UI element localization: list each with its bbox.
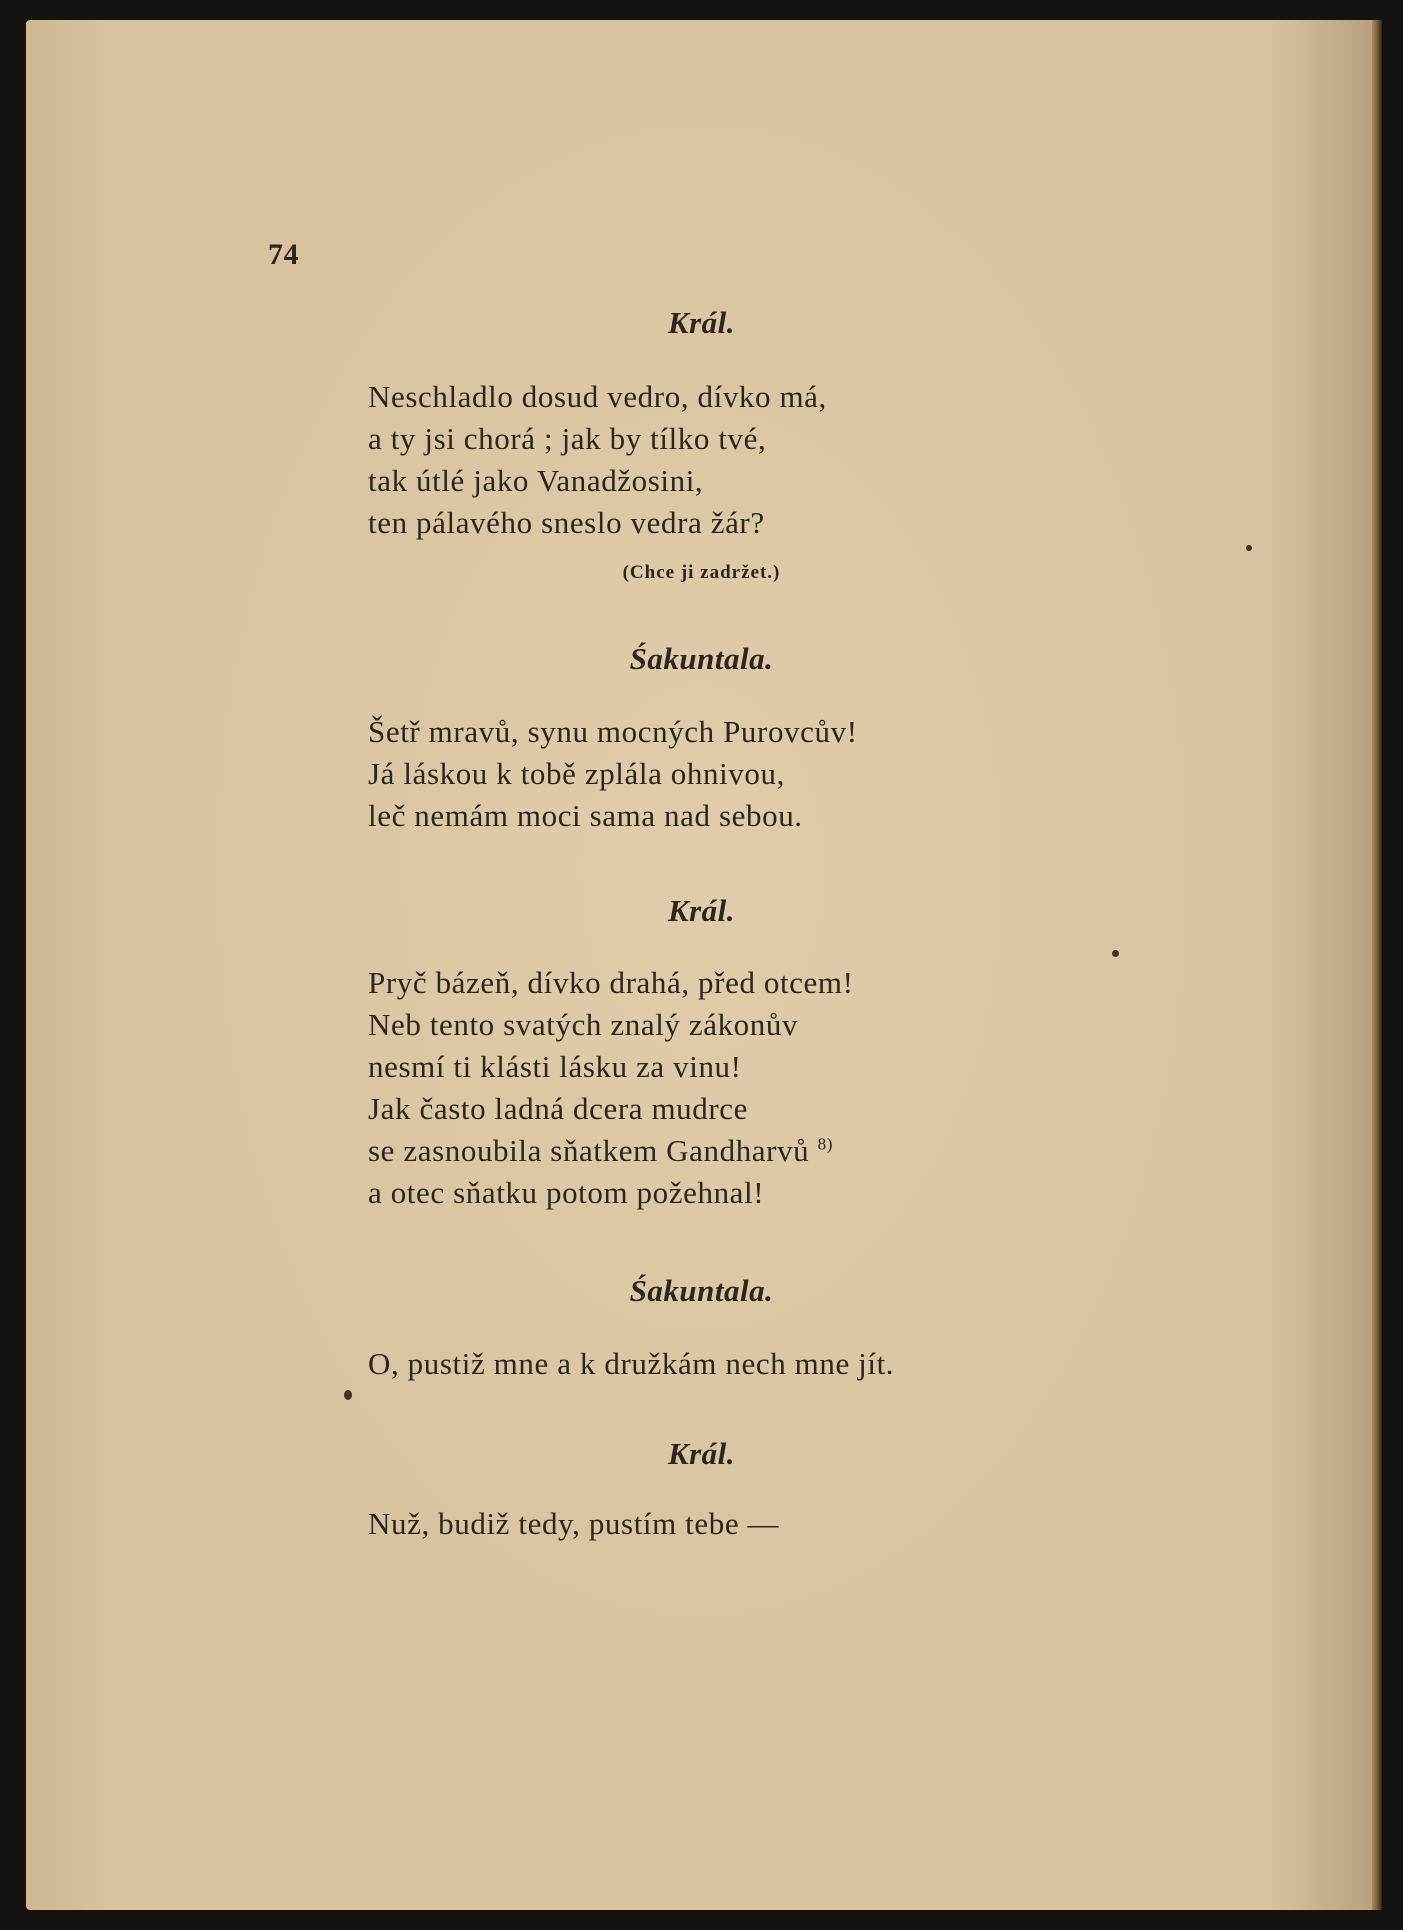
- verse-line: Pryč bázeň, dívko drahá, před otcem!: [368, 965, 854, 1000]
- verse-block: [368, 1503, 779, 1545]
- verse-line: ten pálavého sneslo vedra žár?: [368, 505, 765, 540]
- footnote-reference: 8): [817, 1134, 834, 1154]
- verse-line: Šetř mravů, synu mocných Purovcův!: [368, 714, 858, 749]
- verse-block: [368, 962, 854, 1214]
- verse-line: tak útlé jako Vanadžosini,: [368, 463, 704, 498]
- verse-line: Já láskou k tobě zplála ohnivou,: [368, 756, 785, 791]
- verse-line: nesmí ti klásti lásku za vinu!: [368, 1049, 742, 1084]
- speaker-heading: Král.: [667, 1436, 736, 1471]
- speaker-heading: Král.: [667, 305, 736, 340]
- verse-line: Nuž, budiž tedy, pustím tebe —: [368, 1506, 780, 1541]
- verse-line: Neb tento svatých znalý zákonův: [368, 1007, 799, 1042]
- verse-line: O, pustiž mne a k družkám nech mne jít.: [368, 1346, 895, 1381]
- paper-speck: [1112, 950, 1119, 957]
- speaker-heading: Král.: [667, 893, 736, 928]
- verse-line: Jak často ladná dcera mudrce: [368, 1091, 749, 1126]
- page-number: 74: [268, 238, 299, 271]
- verse-line: a otec sňatku potom požehnal!: [368, 1175, 765, 1210]
- verse-line: a ty jsi chorá ; jak by tílko tvé,: [368, 421, 767, 456]
- verse-block: [368, 711, 858, 837]
- verse-block: [368, 376, 827, 544]
- verse-line: leč nemám moci sama nad sebou.: [368, 798, 803, 833]
- verse-line-text: se zasnoubila sňatkem Gandharvů: [368, 1133, 810, 1168]
- paper-speck: [1246, 545, 1252, 551]
- page-edge-shadow: [1372, 20, 1382, 1910]
- speaker-heading: Śakuntala.: [629, 641, 774, 676]
- speaker-heading: Śakuntala.: [629, 1273, 774, 1308]
- stage-direction: (Chce ji zadržet.): [622, 562, 781, 583]
- paper-speck: [344, 1390, 352, 1400]
- verse-line: [368, 1130, 854, 1172]
- verse-block: [368, 1343, 894, 1385]
- verse-line: Neschladlo dosud vedro, dívko má,: [368, 379, 827, 414]
